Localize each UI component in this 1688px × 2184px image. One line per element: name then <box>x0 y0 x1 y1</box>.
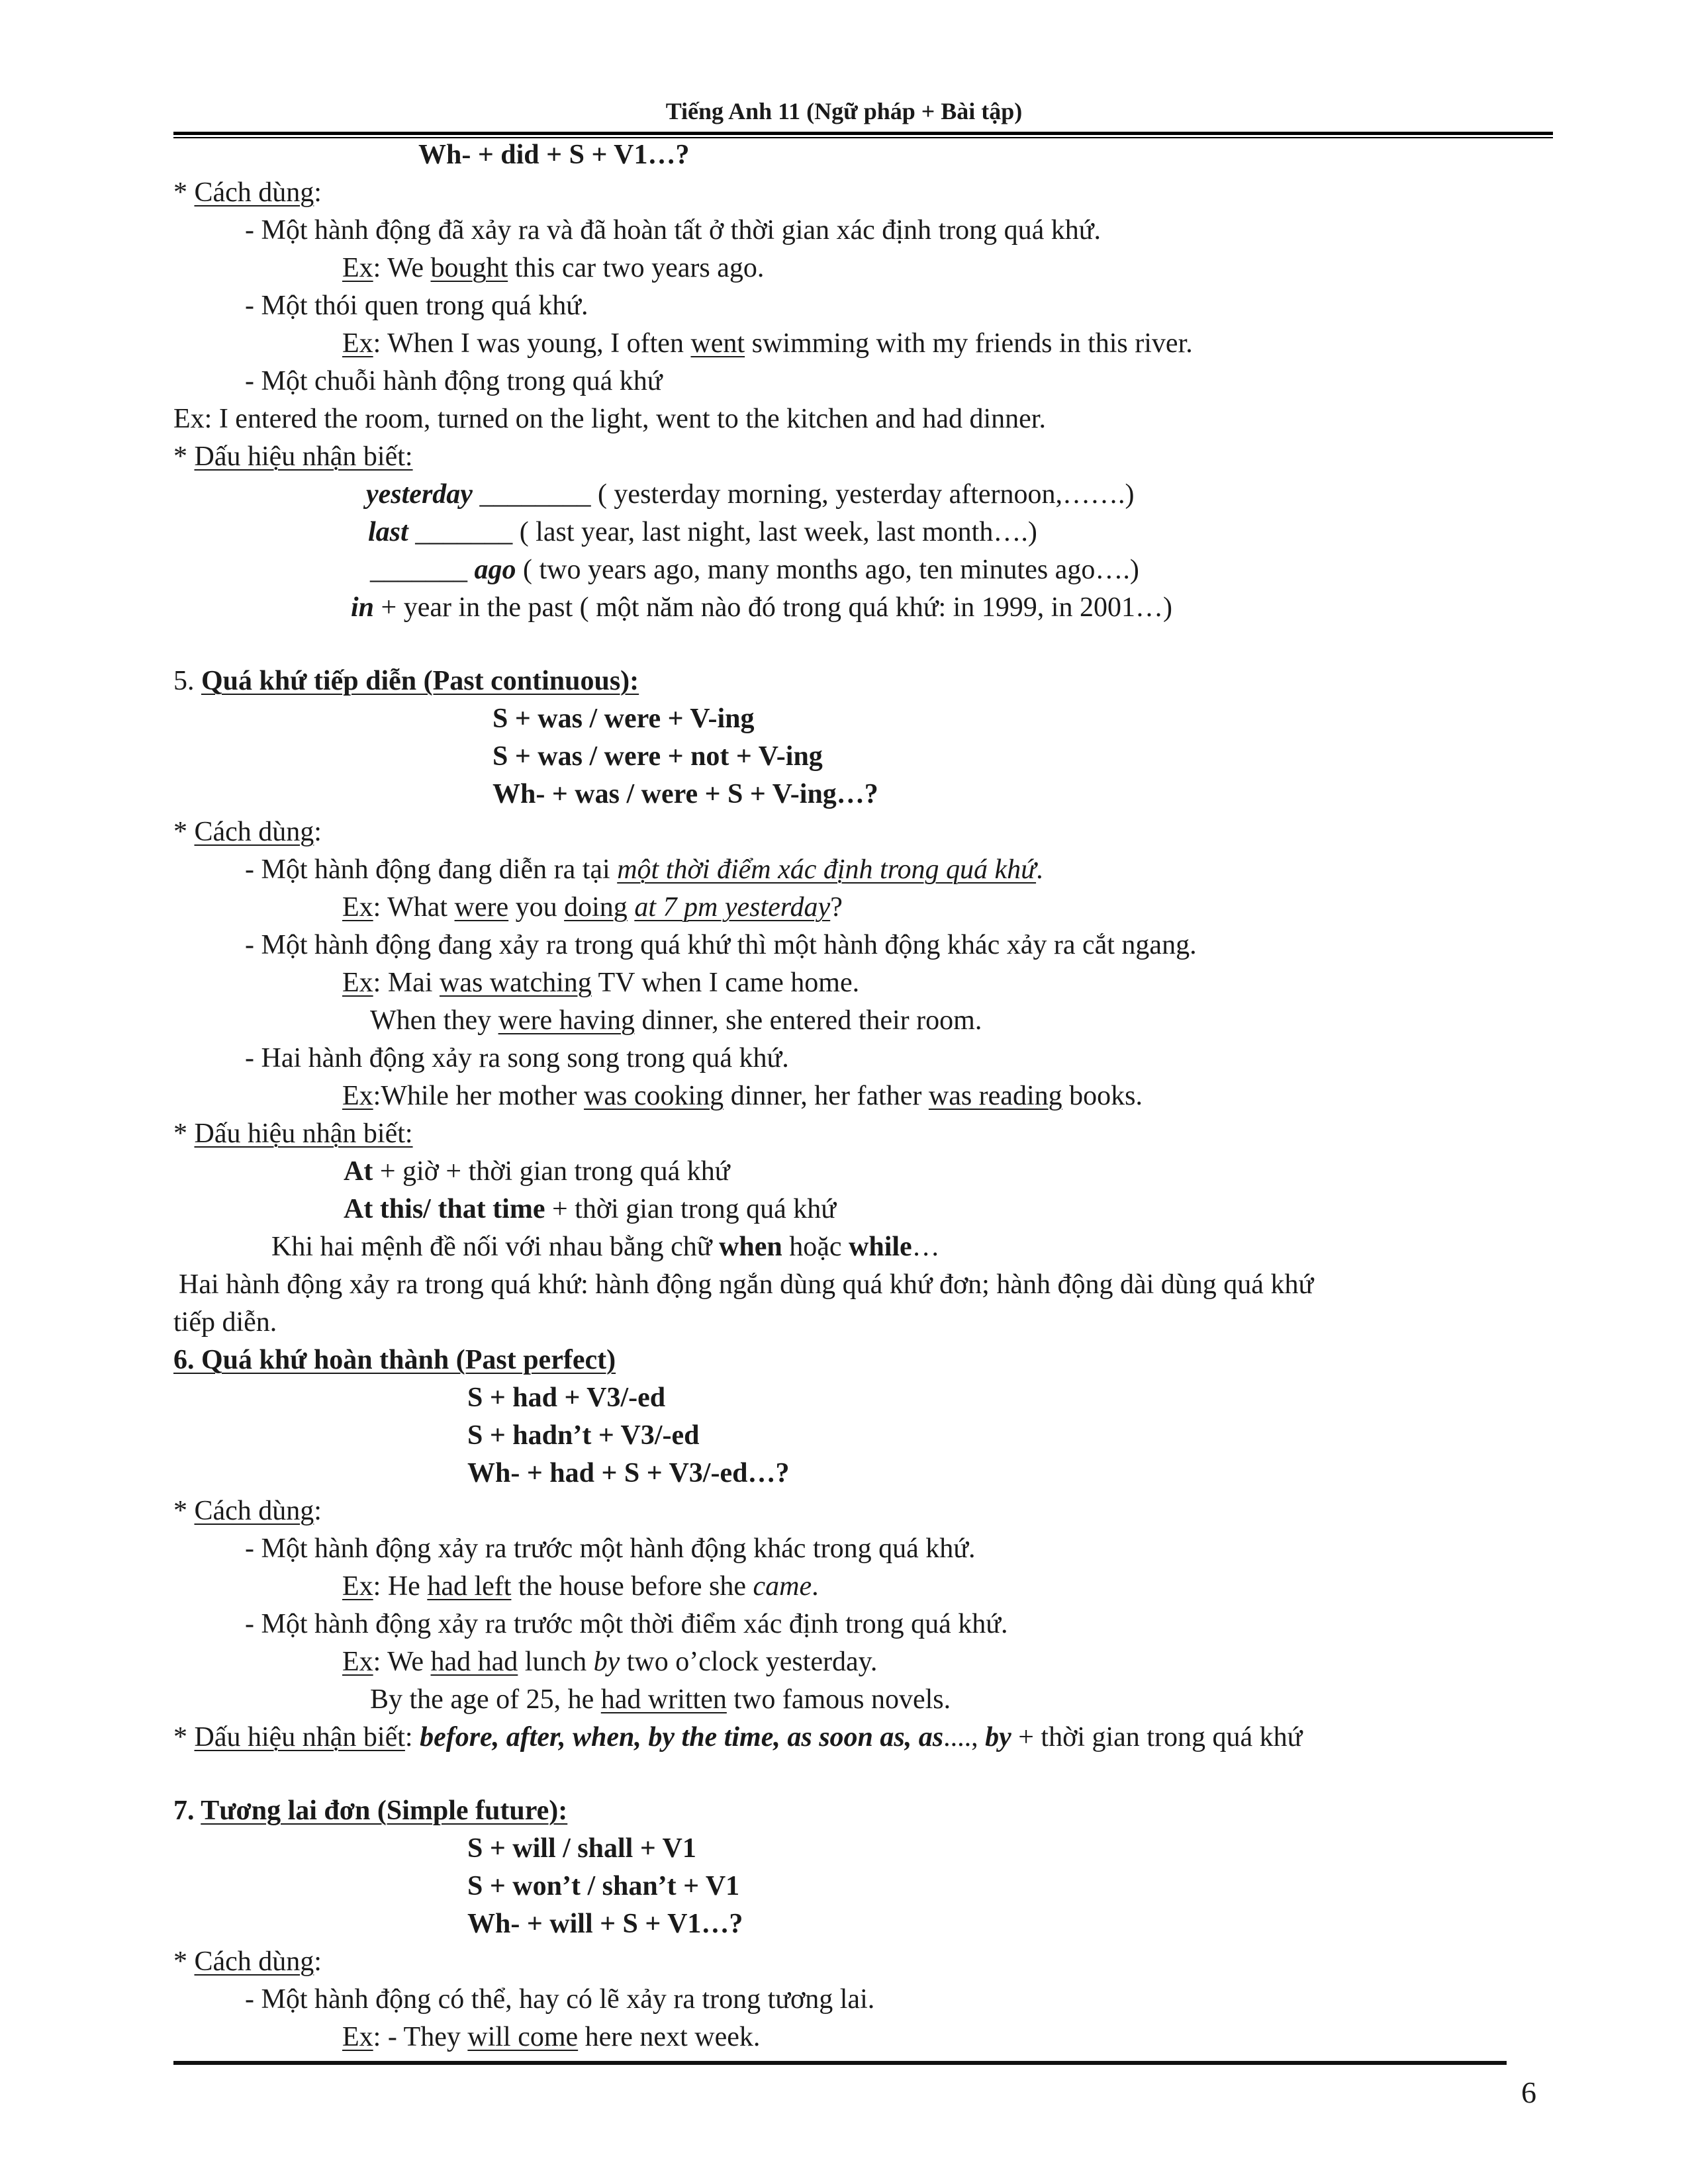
example-line: By the age of 25, he had written two famous novels. <box>370 1684 951 1715</box>
usage-item: - Một hành động đang diễn ra tại một thời điểm xác định trong quá khứ. <box>245 854 1043 885</box>
signs-heading: * Dấu hiệu nhận biết: <box>173 1118 413 1149</box>
page-number: 6 <box>1521 2075 1536 2109</box>
formula-negative: S + won’t / shan’t + V1 <box>467 1871 740 1901</box>
formula-question: Wh- + had + S + V3/-ed…? <box>467 1458 790 1488</box>
example-line: Ex: We bought this car two years ago. <box>342 253 765 283</box>
example-line: Ex: - They will come here next week. <box>342 2022 761 2052</box>
example-line: Ex: When I was young, I often went swimming with my friends in this river. <box>342 328 1193 359</box>
formula-question: Wh- + will + S + V1…? <box>467 1909 743 1939</box>
footer-rule <box>173 2061 1507 2065</box>
sign-item: At this/ that time + thời gian trong quá khứ <box>344 1194 837 1224</box>
usage-heading: * Cách dùng: <box>173 1496 322 1526</box>
sign-item: last _______ ( last year, last night, last week, last month….) <box>368 517 1037 547</box>
signs-heading: * Dấu hiệu nhận biết: <box>173 441 413 472</box>
example-line: Ex:While her mother was cooking dinner, her father was reading books. <box>342 1081 1143 1111</box>
usage-heading: * Cách dùng: <box>173 817 322 847</box>
usage-item: - Một chuỗi hành động trong quá khứ <box>245 366 663 396</box>
usage-item: - Một hành động đang xảy ra trong quá khứ thì một hành động khác xảy ra cắt ngang. <box>245 930 1197 960</box>
usage-heading: * Cách dùng: <box>173 1946 322 1977</box>
sign-item: Khi hai mệnh đề nối với nhau bằng chữ when hoặc while… <box>271 1232 940 1262</box>
note-line: tiếp diễn. <box>173 1307 277 1338</box>
example-line: Ex: What were you doing at 7 pm yesterday? <box>342 892 843 923</box>
section-title-past-perfect: 6. Quá khứ hoàn thành (Past perfect) <box>173 1345 616 1375</box>
note-line: Hai hành động xảy ra trong quá khứ: hành động ngắn dùng quá khứ đơn; hành động dài dùng quá khứ <box>179 1269 1314 1300</box>
usage-heading: * Cách dùng: <box>173 177 322 208</box>
example-line: When they were having dinner, she entered their room. <box>370 1005 982 1036</box>
sign-item: yesterday ________ ( yesterday morning, yesterday afternoon,…….) <box>366 479 1135 510</box>
section-title-past-continuous: 5. Quá khứ tiếp diễn (Past continuous): <box>173 666 639 696</box>
sign-item: _______ ago ( two years ago, many months ago, ten minutes ago….) <box>370 555 1139 585</box>
header-rule-thin <box>173 137 1553 138</box>
signs-line: * Dấu hiệu nhận biết: before, after, when, by the time, as soon as, as...., by + thời gian trong quá khứ <box>173 1722 1303 1752</box>
example-line: Ex: Mai was watching TV when I came home. <box>342 968 860 998</box>
usage-item: - Một hành động xảy ra trước một hành động khác trong quá khứ. <box>245 1533 976 1564</box>
page-header-title: Tiếng Anh 11 (Ngữ pháp + Bài tập) <box>665 98 1023 124</box>
example-line: Ex: We had had lunch by two o’clock yesterday. <box>342 1647 878 1677</box>
usage-item: - Một hành động có thể, hay có lẽ xảy ra trong tương lai. <box>245 1984 875 2015</box>
section-title-simple-future: 7. Tương lai đơn (Simple future): <box>173 1796 568 1826</box>
formula-affirmative: S + will / shall + V1 <box>467 1833 696 1864</box>
example-line: Ex: I entered the room, turned on the light, went to the kitchen and had dinner. <box>173 404 1046 434</box>
formula-negative: S + was / were + not + V-ing <box>492 741 823 772</box>
sign-item: At + giờ + thời gian trong quá khứ <box>344 1156 730 1187</box>
usage-item: - Một thói quen trong quá khứ. <box>245 291 588 321</box>
formula-question: Wh- + was / were + S + V-ing…? <box>492 779 878 809</box>
formula-negative: S + hadn’t + V3/-ed <box>467 1420 700 1451</box>
usage-item: - Một hành động đã xảy ra và đã hoàn tất ở thời gian xác định trong quá khứ. <box>245 215 1102 246</box>
usage-item: - Một hành động xảy ra trước một thời điểm xác định trong quá khứ. <box>245 1609 1008 1639</box>
formula-affirmative: S + was / were + V-ing <box>492 704 755 734</box>
sign-item: in + year in the past ( một năm nào đó trong quá khứ: in 1999, in 2001…) <box>351 592 1172 623</box>
past-simple-question-formula: Wh- + did + S + V1…? <box>418 140 690 170</box>
example-line: Ex: He had left the house before she came. <box>342 1571 819 1602</box>
usage-item: - Hai hành động xảy ra song song trong quá khứ. <box>245 1043 789 1073</box>
formula-affirmative: S + had + V3/-ed <box>467 1383 666 1413</box>
header-rule <box>173 132 1553 135</box>
